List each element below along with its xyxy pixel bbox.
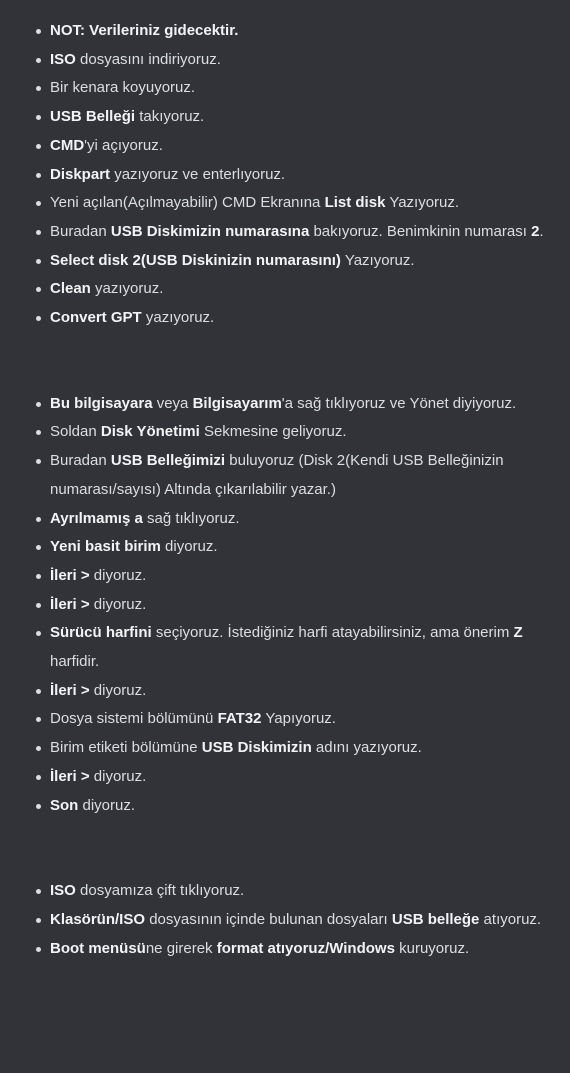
text: Yazıyoruz. [385, 194, 460, 212]
bold-text: FAT32 [217, 710, 262, 728]
list-item [50, 705, 558, 734]
text: takıyoruz. [135, 108, 205, 126]
text: ne girerek [145, 939, 217, 957]
list-item [50, 275, 558, 304]
text: Yeni açılan(Açılmayabilir) CMD Ekranına [50, 194, 325, 212]
text: yazıyoruz ve enterlıyoruz. [110, 165, 286, 183]
list-item [50, 418, 558, 447]
text: atıyoruz. [479, 910, 542, 928]
list-item [50, 935, 558, 964]
text: 'yi açıyoruz. [84, 136, 163, 154]
bold-text: Son [50, 796, 79, 814]
bold-text: Ayrılmamış a [50, 509, 143, 527]
text: diyoruz. [78, 796, 136, 814]
text: Sekmesine geliyoruz. [199, 423, 347, 441]
bold-text: USB Belleği [50, 108, 136, 126]
text: Yapıyoruz. [261, 710, 336, 728]
list-item [50, 218, 558, 247]
bold-text: Z [513, 624, 523, 642]
list-item [50, 677, 558, 706]
list-item [50, 304, 558, 333]
bold-text: Yeni basit birim [50, 538, 161, 556]
list-item [50, 447, 558, 504]
list-item [50, 906, 558, 935]
bold-text: Sürücü harfini [50, 624, 152, 642]
text: adını yazıyoruz. [311, 739, 422, 757]
list-item [50, 591, 558, 620]
bold-text: USB belleğe [391, 910, 480, 928]
text: kuruyoruz. [394, 939, 470, 957]
bold-text: Disk Yönetimi [100, 423, 200, 441]
list-item [50, 247, 558, 276]
list-item [50, 734, 558, 763]
text: dosyamıza çift tıklıyoruz. [75, 882, 245, 900]
text: harfidir. [50, 653, 100, 671]
text: Birim etiketi bölümüne [50, 739, 202, 757]
list-item [50, 505, 558, 534]
bold-text: İleri > [50, 566, 90, 584]
bold-text: Diskpart [50, 165, 111, 183]
text: seçiyoruz. İstediğiniz harfi atayabilirsiniz, ama önerim [151, 624, 514, 642]
text: dosyasını indiriyoruz. [75, 50, 221, 68]
text: buluyoruz (Disk 2(Kendi USB Belleğinizin numarası/sayısı) Altında çıkarılabilir yazar.) [50, 452, 504, 498]
text: diyoruz. [89, 681, 147, 699]
bold-text: Select disk 2(USB Diskinizin numarasını) [50, 251, 341, 269]
bold-text: Klasörün/ISO [50, 910, 146, 928]
bold-text: Bilgisayarım [192, 394, 282, 412]
text: diyoruz. [89, 566, 147, 584]
bold-text: 2 [531, 222, 540, 240]
text: . [539, 222, 544, 240]
list-item [50, 763, 558, 792]
bold-text: USB Diskimizin [201, 739, 312, 757]
bold-text: Clean [50, 280, 91, 298]
bold-text: İleri > [50, 595, 90, 613]
text: bakıyoruz. Benimkinin numarası [309, 222, 532, 240]
bold-text: Bu bilgisayara [50, 394, 153, 412]
step-list-2 [0, 390, 570, 821]
text: 'a sağ tıklıyoruz ve Yönet diyiyoruz. [281, 394, 517, 412]
bold-text: format atıyoruz/Windows [216, 939, 395, 957]
list-item [50, 619, 558, 676]
bold-text: USB Belleğimizi [110, 452, 226, 470]
section-spacer [0, 333, 570, 390]
text: dosyasının içinde bulunan dosyaları [145, 910, 392, 928]
text: diyoruz. [89, 595, 147, 613]
bold-text: CMD [50, 136, 85, 154]
list-item [50, 533, 558, 562]
list-item [50, 46, 558, 75]
list-item [50, 189, 558, 218]
bold-text: İleri > [50, 681, 90, 699]
list-item [50, 17, 558, 46]
text: Dosya sistemi bölümünü [50, 710, 218, 728]
list-item [50, 792, 558, 821]
bold-text: NOT: Verileriniz gidecektir. [50, 22, 239, 39]
list-item [50, 161, 558, 190]
text: veya [152, 394, 193, 412]
text: Buradan [50, 452, 111, 470]
bold-text: USB Diskimizin numarasına [110, 222, 310, 240]
text: Bir kenara koyuyoruz. [50, 79, 196, 97]
text: Yazıyoruz. [340, 251, 415, 269]
list-item [50, 562, 558, 591]
step-list-1 [0, 17, 570, 333]
bold-text: İleri > [50, 767, 90, 785]
text: diyoruz. [160, 538, 218, 556]
list-item [50, 877, 558, 906]
list-item [50, 103, 558, 132]
text: yazıyoruz. [90, 280, 164, 298]
list-item [50, 74, 558, 103]
text: yazıyoruz. [141, 309, 215, 327]
text: Buradan [50, 222, 111, 240]
section-spacer [0, 820, 570, 877]
step-list-3 [0, 877, 570, 963]
bold-text: Convert GPT [50, 309, 142, 327]
text: Soldan [50, 423, 101, 441]
bold-text: ISO [50, 50, 76, 68]
bold-text: ISO [50, 882, 76, 900]
bold-text: Boot menüsü [50, 939, 146, 957]
text: sağ tıklıyoruz. [142, 509, 240, 527]
text: diyoruz. [89, 767, 147, 785]
bold-text: List disk [324, 194, 386, 212]
list-item [50, 390, 558, 419]
list-item [50, 132, 558, 161]
